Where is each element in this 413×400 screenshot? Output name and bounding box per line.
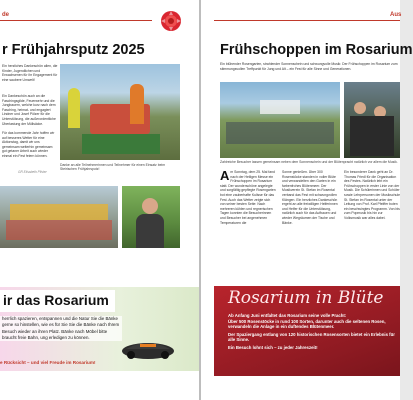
right-photo-caption: Zahlreiche Besucher lassen gemeinsam neben dem Sonnenschein und der Blütenpracht natürlich vor allem die Musik. (220, 160, 398, 164)
robot-mower-icon (120, 336, 175, 360)
right-intro-text: Ein blühender Rosengarten, strahlender Sonnenschein und schwungvolle Musik: Der Frühschoppen im Rosarium zum stimmungsvollen Treffpunkt für Jung und Alt – ein Fest für alle Sinne und Generationen. (220, 62, 398, 71)
right-article-title: Frühschoppen im Rosarium (220, 42, 413, 58)
bluete-line-4: Ein Besuch lohnt sich – zu jeder Jahreszeit! (228, 344, 318, 350)
left-body-text-1: Ein Dankeschön auch an die Faschingsgilde, Feuerwehr und die Jungbauern, welche kurz nach dem Fasching, heimat- und engagiert Lindner und Josef Pölzer für die Unterstützung, die außerordentliche Überlastung der Müllsäcke. (2, 94, 56, 126)
right-running-head: Aus (390, 12, 402, 18)
rosarium-banner-text: herrlich spazieren, entspannen und die Natur Sie die Bänke gerne so hinstellen, wie es für Sie Sie die Bänke nach Ihrem Besuch wieder an ihren Platz. Bänke nach Möbel bitte braucht freie Bahn, ung erledigen zu können. (0, 316, 122, 341)
bluete-line-2: Über 500 Rosenstöcke in rund 100 Sorten, darunter auch die seltenen Rosen, verwandeln die Anlage in ein duftendes Blütenmeer. (228, 318, 386, 330)
left-intro-text: Ein herzliches Dankeschön allen, die Kinder, Jugendlichen und Erwachsenen für ihr Engagement für eine saubere Umwelt! (2, 64, 58, 82)
left-body-text-2: Für das kommende Jahr hoffen wir auf besseres Wetter für eine Aktionstag, damit wir uns gemeinsam weiterhin gemeinsam gut getaner Arbeit auch wieder einmal ein Fest feiern können. (2, 131, 55, 158)
bluete-line-3: Der Spaziergang entlang von 120 historischen Rosensorten bietet ein Erlebnis für alle Sinne. (228, 331, 395, 343)
right-column-1-text: m Sonntag, dem 25. Mai fand nach der Heiligen Messe ein Frühschoppen im Rosarium statt. Der wunderschöne angelegte und sorgfältig gepflegte Rosengarten bot eine zauberhafte Kulisse für das Fest. Auch das Wetter zeigte sich von seiner besten Seite: Nach mehreren kühlen und regnerischen Tagen konnten die Besucherinnen und Besucher bei angenehmen Temperaturen die (220, 170, 276, 225)
right-header-rule (214, 20, 400, 21)
left-article-title: r Frühjahrsputz 2025 (2, 42, 145, 58)
left-author-credit: GR Elisabeth Pfister (18, 170, 47, 174)
right-column-1 (220, 170, 276, 278)
left-header-rule (0, 20, 152, 21)
volunteer-portrait-photo (122, 186, 180, 248)
rosarium-banner-footer: e Rücksicht – und viel Freude im Rosarium! (0, 360, 96, 365)
left-running-head: de (2, 12, 10, 18)
festival-crowd-photo (220, 82, 340, 158)
left-photo-caption: Danke an alle Teilnehmerinnen und Teilnehmer für einen Einsatz beim Steirischen Frühjahrsputz! (60, 163, 166, 172)
rosarium-bluete-text (228, 313, 400, 351)
rose-logo-icon (160, 10, 182, 32)
rosarium-bluete-title: Rosarium in Blüte (228, 288, 384, 308)
right-column-2: Sonne genießen. Über 300 Rosenstöcke standen in voller Blüte und verwandelten den Garten in ein farbenfrohes Blütenmeer. Der Musikverein St. Stefan im Rosental verband das Fest mit schwungvollen Klängen. Ein herzliches Dankeschön ergeht an alle freiwilligen Helferinnen und Helfer für die Unterstützung, natürlich auch für das Aufbauen und wieder Wegräumen der Tische und Bänke. (282, 170, 338, 225)
musicians-photo (344, 82, 400, 158)
left-page (0, 0, 199, 400)
bluete-line-1: Ab Anfang Juni entfaltet das Rosarium seine volle Pracht: (228, 313, 347, 318)
group-photo-cleanup (60, 64, 180, 160)
right-column-3: Ein besonderer Dank geht an Dr. Thomas Friedl für die Organisation des Festes. Natürlich lebt ein Frühschoppen in erster Linie von der Musik. Die Schülerinnen und Schüler sowie Lehrpersonen der Musikschule St. Stefan im Rosental unter der Leitung von Prof. Karl Pfeiffer boten ein beschwingtes Programm. Von bis zum Popmusik bis hin zur Volksmusik war alles dabei. (344, 170, 400, 220)
volunteers-photo (0, 186, 118, 248)
rosarium-banner-title: ir das Rosarium (3, 292, 109, 308)
drop-cap: A (220, 168, 230, 183)
